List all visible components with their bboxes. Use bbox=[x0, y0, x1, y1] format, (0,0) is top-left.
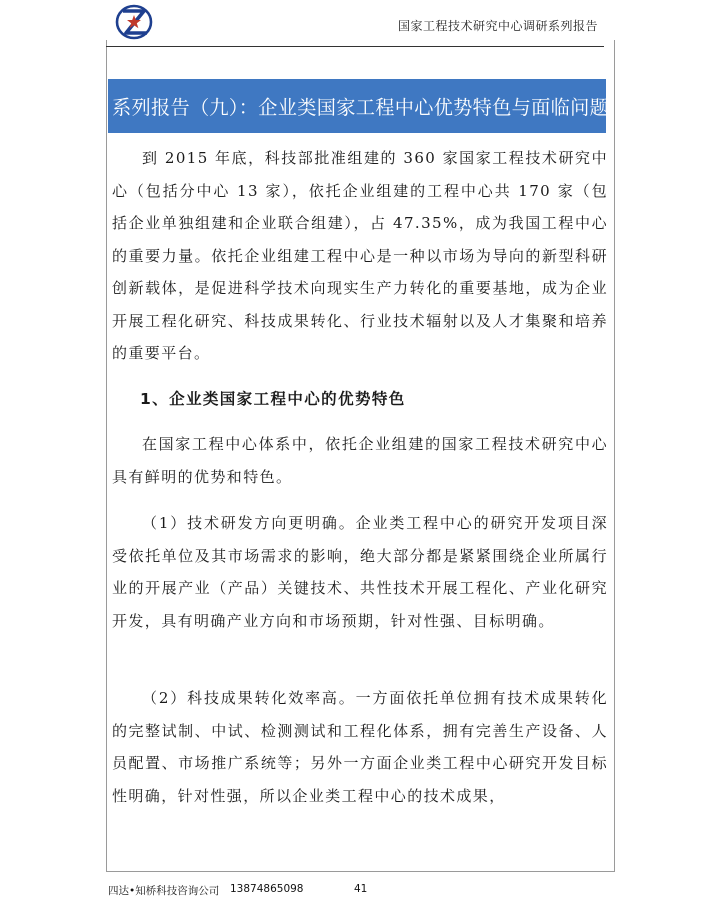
intro-paragraph: 到 2015 年底，科技部批准组建的 360 家国家工程技术研究中心（包括分中心 13 家），依托企业组建的工程中心共 170 家（包括企业单独组建和企业联合组建），占 47.35%，成为我国工程中心的重要力量。依托企业组建工程中心是一种以市场为导向的新型科研创新载体，是促进科学技术向现实生产力转化的重要基地，成为企业开展工程化研究、科技成果转化、行业技术辐射以及人才集聚和培养的重要平台。 bbox=[112, 149, 608, 362]
header-title: 国家工程技术研究中心调研系列报告 bbox=[397, 19, 598, 33]
company-logo-icon bbox=[114, 3, 154, 41]
page-frame-left-border bbox=[106, 40, 107, 872]
footer-company: 四达•知桥科技咨询公司 bbox=[108, 885, 220, 897]
section-intro-paragraph: 在国家工程中心体系中，依托企业组建的国家工程技术研究中心具有鲜明的优势和特色。 bbox=[112, 435, 608, 486]
page-frame-bottom-border bbox=[106, 871, 615, 872]
header-divider bbox=[106, 46, 604, 47]
advantage-2-paragraph: （2）科技成果转化效率高。一方面依托单位拥有技术成果转化的完整试制、中试、检测测试和工程化体系，拥有完善生产设备、人员配置、市场推广系统等；另外一方面企业类工程中心研究开发目标性明确，针对性强，所以企业类工程中心的技术成果， bbox=[112, 689, 608, 805]
section-heading: 1、企业类国家工程中心的优势特色 bbox=[140, 390, 406, 408]
advantage-1-paragraph: （1）技术研发方向更明确。企业类工程中心的研究开发项目深受依托单位及其市场需求的影响，绝大部分都是紧紧围绕企业所属行业的开展产业（产品）关键技术、共性技术开展工程化、产业化研究开发，具有明确产业方向和市场预期，针对性强、目标明确。 bbox=[112, 514, 608, 630]
page-frame-right-border bbox=[614, 40, 615, 872]
page-number: 41 bbox=[354, 883, 368, 895]
footer-phone: 13874865098 bbox=[230, 883, 304, 895]
report-title-banner bbox=[108, 79, 610, 133]
report-title: 系列报告（九）：企业类国家工程中心优势特色与面临问题 bbox=[112, 95, 610, 119]
